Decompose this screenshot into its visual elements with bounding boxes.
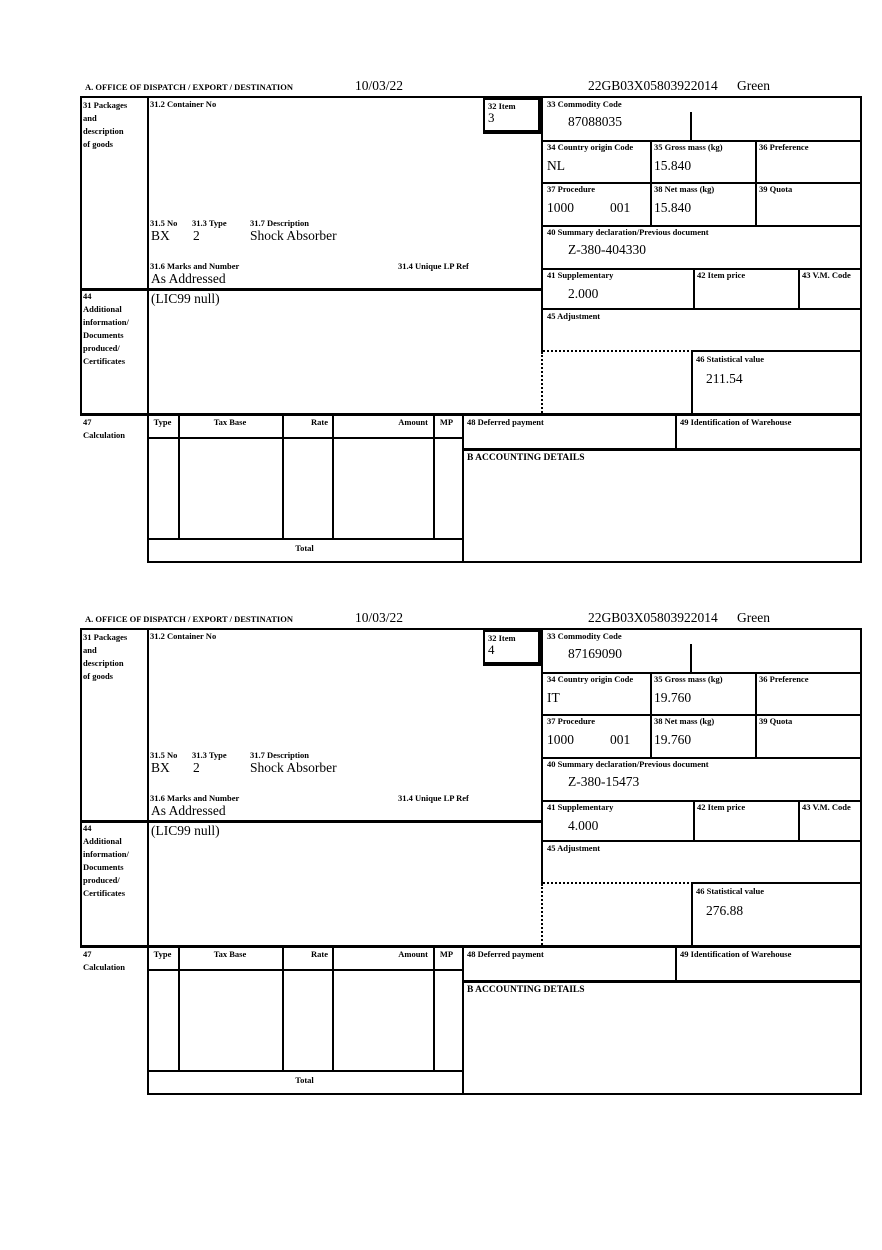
supplementary-label: 41 Supplementary [547, 270, 614, 280]
divider [691, 882, 862, 884]
item-label: 32 Item [488, 633, 516, 643]
item-label: 32 Item [488, 101, 516, 111]
column-header-amount: Amount [398, 417, 428, 427]
divider [147, 437, 462, 439]
marks-and-number-value: As Addressed [151, 271, 226, 286]
divider [147, 628, 149, 1095]
package-no-label: 31.5 No [150, 218, 178, 228]
divider [147, 561, 862, 563]
summary-declaration-label: 40 Summary declaration/Previous document [547, 759, 709, 769]
marks-and-number-label: 31.6 Marks and Number [150, 261, 240, 271]
commodity-code-value: 87169090 [568, 646, 622, 661]
divider [433, 945, 435, 1070]
gross-mass-value: 15.840 [654, 158, 692, 173]
preference-label: 36 Preference [759, 674, 809, 684]
divider [650, 182, 652, 225]
divider [147, 1093, 862, 1095]
dotted-divider [543, 350, 693, 352]
package-no-label: 31.5 No [150, 750, 178, 760]
package-no-value: BX [151, 760, 170, 775]
item-box [483, 98, 542, 134]
divider [541, 96, 543, 352]
commodity-code-label: 33 Commodity Code [547, 631, 622, 641]
divider [675, 945, 677, 980]
declaration-reference: 22GB03X05803922014 [588, 610, 718, 625]
item-price-label: 42 Item price [697, 270, 746, 280]
divider [433, 413, 435, 538]
divider [80, 96, 82, 416]
divider [691, 350, 693, 413]
statistical-value-label: 46 Statistical value [696, 886, 764, 896]
package-type-label: 31.3 Type [192, 218, 227, 228]
divider [462, 413, 464, 563]
commodity-code-separator [690, 112, 692, 140]
divider [650, 672, 652, 714]
column-header-tax-base: Tax Base [213, 949, 247, 959]
total-label: Total [295, 543, 314, 553]
description-label: 31.7 Description [250, 750, 310, 760]
net-mass-value: 15.840 [654, 200, 692, 215]
country-origin-label: 34 Country origin Code [547, 674, 634, 684]
unique-lp-ref-label: 31.4 Unique LP Ref [398, 793, 469, 803]
divider [541, 628, 543, 884]
supplementary-value: 2.000 [568, 286, 599, 301]
divider [80, 820, 543, 823]
divider [755, 714, 757, 757]
warehouse-identification-label: 49 Identification of Warehouse [680, 949, 792, 959]
divider [675, 413, 677, 448]
package-type-label: 31.3 Type [192, 750, 227, 760]
column-header-type: Type [153, 417, 172, 427]
summary-declaration-value: Z-380-15473 [568, 774, 640, 789]
summary-declaration-value: Z-380-404330 [568, 242, 646, 257]
commodity-code-label: 33 Commodity Code [547, 99, 622, 109]
procedure-value: 1000 [547, 732, 574, 747]
package-type-value: 2 [193, 228, 200, 243]
unique-lp-ref-label: 31.4 Unique LP Ref [398, 261, 469, 271]
procedure-label: 37 Procedure [547, 716, 596, 726]
routing-status: Green [737, 78, 770, 93]
divider [691, 882, 693, 945]
supplementary-value: 4.000 [568, 818, 599, 833]
divider [755, 672, 757, 714]
container-no-label: 31.2 Container No [150, 99, 217, 109]
divider [860, 96, 862, 563]
description-label: 31.7 Description [250, 218, 310, 228]
divider [178, 945, 180, 1070]
sad-continuation-form [80, 610, 864, 1102]
divider [755, 140, 757, 182]
packages-description-label: 31 Packages and description of goods [83, 632, 128, 681]
package-type-value: 2 [193, 760, 200, 775]
warehouse-identification-label: 49 Identification of Warehouse [680, 417, 792, 427]
marks-and-number-value: As Addressed [151, 803, 226, 818]
marks-and-number-label: 31.6 Marks and Number [150, 793, 240, 803]
divider [693, 268, 695, 308]
divider [80, 413, 862, 416]
dotted-divider [541, 352, 543, 413]
net-mass-label: 38 Net mass (kg) [654, 184, 715, 194]
divider [282, 413, 284, 538]
divider [755, 182, 757, 225]
summary-declaration-label: 40 Summary declaration/Previous document [547, 227, 709, 237]
description-value: Shock Absorber [250, 760, 337, 775]
divider [80, 628, 862, 630]
divider [693, 800, 695, 840]
declaration-date: 10/03/22 [355, 78, 404, 93]
divider [147, 538, 462, 540]
additional-information-value: (LIC99 null) [151, 291, 220, 306]
divider [80, 96, 862, 98]
packages-description-label: 31 Packages and description of goods [83, 100, 128, 149]
column-header-rate: Rate [311, 949, 328, 959]
routing-status: Green [737, 610, 770, 625]
calculation-label: 47 Calculation [83, 949, 126, 972]
divider [650, 140, 652, 182]
gross-mass-value: 19.760 [654, 690, 692, 705]
divider [543, 308, 862, 310]
divider [798, 268, 800, 308]
declaration-date: 10/03/22 [355, 610, 404, 625]
statistical-value: 276.88 [706, 903, 744, 918]
column-header-mp: MP [439, 949, 454, 959]
accounting-details-label: B ACCOUNTING DETAILS [467, 453, 585, 463]
office-of-dispatch-label: A. OFFICE OF DISPATCH / EXPORT / DESTINATION [85, 614, 293, 624]
divider [462, 945, 464, 1095]
vm-code-label: 43 V.M. Code [802, 270, 851, 280]
accounting-details-label: B ACCOUNTING DETAILS [467, 985, 585, 995]
divider [147, 969, 462, 971]
divider [462, 448, 862, 451]
procedure-value-2: 001 [610, 200, 631, 215]
additional-information-value: (LIC99 null) [151, 823, 220, 838]
item-number: 3 [488, 110, 495, 125]
additional-information-label: 44 Additional information/ Documents produced/ Certificates [83, 291, 129, 366]
statistical-value: 211.54 [706, 371, 743, 386]
dotted-divider [543, 882, 693, 884]
deferred-payment-label: 48 Deferred payment [467, 417, 544, 427]
item-box [483, 630, 542, 666]
gross-mass-label: 35 Gross mass (kg) [654, 142, 723, 152]
declaration-reference: 22GB03X05803922014 [588, 78, 718, 93]
column-header-amount: Amount [398, 949, 428, 959]
adjustment-label: 45 Adjustment [547, 843, 601, 853]
additional-information-label: 44 Additional information/ Documents produced/ Certificates [83, 823, 129, 898]
sad-continuation-form [80, 78, 864, 570]
adjustment-label: 45 Adjustment [547, 311, 601, 321]
column-header-mp: MP [439, 417, 454, 427]
divider [147, 1070, 462, 1072]
divider [80, 945, 862, 948]
divider [691, 350, 862, 352]
divider [332, 413, 334, 538]
vm-code-label: 43 V.M. Code [802, 802, 851, 812]
procedure-value-2: 001 [610, 732, 631, 747]
divider [798, 800, 800, 840]
office-of-dispatch-label: A. OFFICE OF DISPATCH / EXPORT / DESTINATION [85, 82, 293, 92]
country-origin-value: NL [547, 158, 565, 173]
divider [147, 96, 149, 563]
country-origin-label: 34 Country origin Code [547, 142, 634, 152]
quota-label: 39 Quota [759, 716, 793, 726]
dotted-divider [541, 884, 543, 945]
supplementary-label: 41 Supplementary [547, 802, 614, 812]
divider [860, 628, 862, 1095]
description-value: Shock Absorber [250, 228, 337, 243]
divider [650, 714, 652, 757]
deferred-payment-label: 48 Deferred payment [467, 949, 544, 959]
divider [282, 945, 284, 1070]
column-header-rate: Rate [311, 417, 328, 427]
item-price-label: 42 Item price [697, 802, 746, 812]
statistical-value-label: 46 Statistical value [696, 354, 764, 364]
package-no-value: BX [151, 228, 170, 243]
container-no-label: 31.2 Container No [150, 631, 217, 641]
divider [80, 288, 543, 291]
divider [543, 840, 862, 842]
divider [80, 628, 82, 948]
net-mass-value: 19.760 [654, 732, 692, 747]
column-header-tax-base: Tax Base [213, 417, 247, 427]
procedure-label: 37 Procedure [547, 184, 596, 194]
quota-label: 39 Quota [759, 184, 793, 194]
divider [332, 945, 334, 1070]
total-label: Total [295, 1075, 314, 1085]
item-number: 4 [488, 642, 495, 657]
commodity-code-value: 87088035 [568, 114, 622, 129]
divider [178, 413, 180, 538]
gross-mass-label: 35 Gross mass (kg) [654, 674, 723, 684]
commodity-code-separator [690, 644, 692, 672]
column-header-type: Type [153, 949, 172, 959]
preference-label: 36 Preference [759, 142, 809, 152]
procedure-value: 1000 [547, 200, 574, 215]
divider [462, 980, 862, 983]
country-origin-value: IT [547, 690, 560, 705]
calculation-label: 47 Calculation [83, 417, 126, 440]
net-mass-label: 38 Net mass (kg) [654, 716, 715, 726]
